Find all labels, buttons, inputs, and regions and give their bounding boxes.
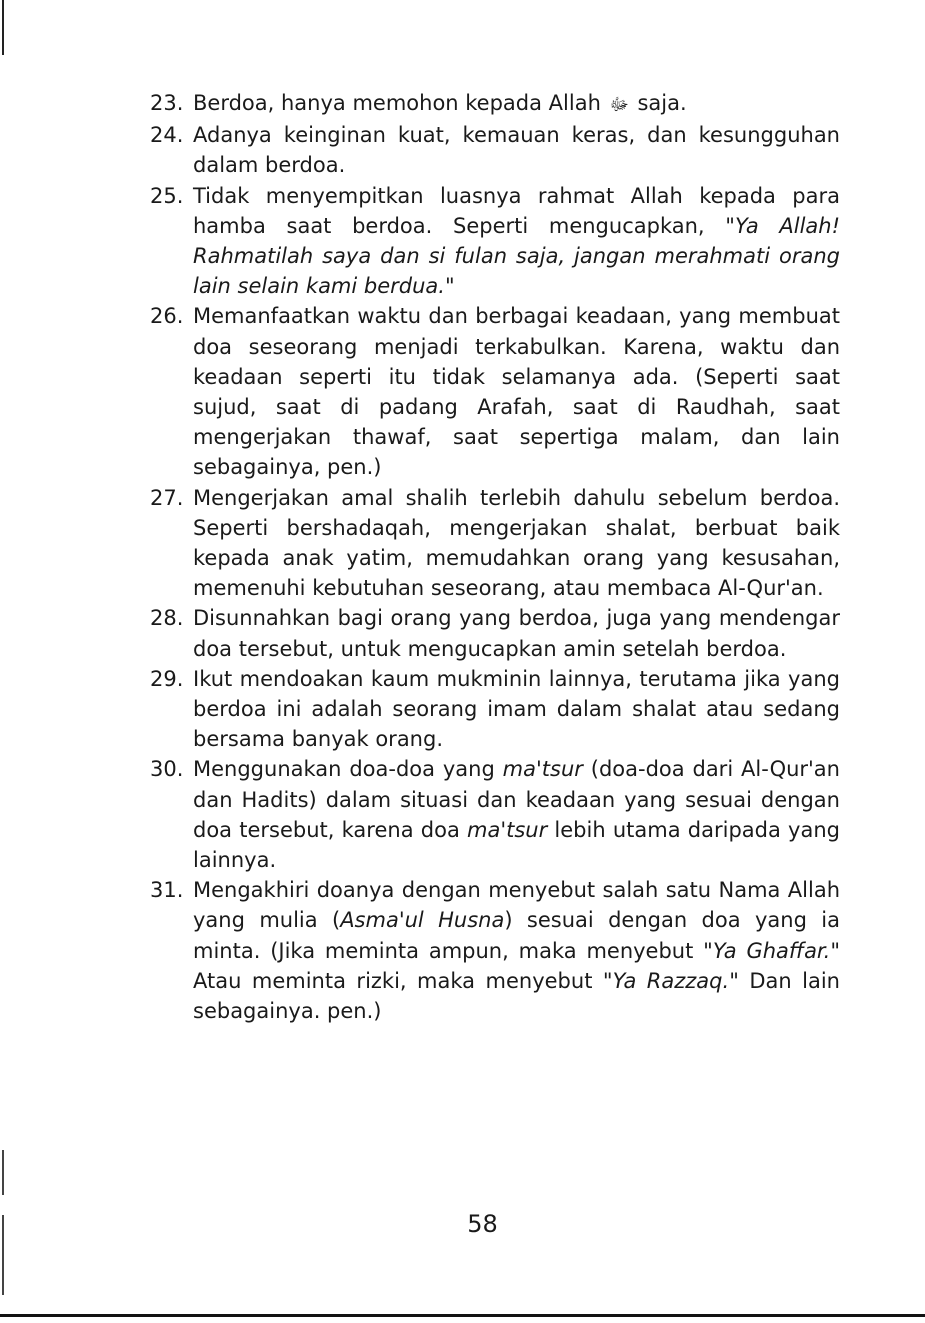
item-text: Mengakhiri doanya dengan menyebut salah satu Nama Allah yang mulia (Asma'ul Husna) sesuai dengan doa yang ia minta. (Jika meminta ampun, maka menyebut "Ya Ghaffar." Atau meminta rizki, maka menyebut "Ya Razzaq." Dan lain sebagainya. pen.) (193, 878, 840, 1024)
item-text: Berdoa, hanya memohon kepada Allah ﷻ saja. (193, 88, 840, 120)
page-number: 58 (467, 1210, 498, 1238)
honorific-glyph: ﷻ (609, 95, 629, 115)
item-number: 31. (150, 878, 184, 903)
list-item (150, 88, 840, 120)
item-number: 26. (150, 304, 184, 329)
item-text: Menggunakan doa-doa yang ma'tsur (doa-doa dari Al-Qur'an dan Hadits) dalam situasi dan keadaan yang sesuai dengan doa tersebut, karena doa ma'tsur lebih utama daripada yang lainnya. (193, 757, 840, 873)
list-item (150, 603, 840, 663)
item-text: Tidak menyempitkan luasnya rahmat Allah kepada para hamba saat berdoa. Seperti mengucapkan, "Ya Allah! Rahmatilah saya dan si fulan saja, jangan merahmati orang lain selain kami berdua." (193, 183, 841, 299)
list-item (150, 301, 840, 482)
item-text: Mengerjakan amal shalih terlebih dahulu sebelum berdoa. Seperti bershadaqah, mengerjakan shalat, berbuat baik kepada anak yatim, memudahkan orang yang kesusahan, memenuhi kebutuhan seseorang, atau membaca Al-Qur'an. (193, 485, 840, 601)
list-item (150, 754, 840, 875)
item-text: Adanya keinginan kuat, kemauan keras, dan kesungguhan dalam berdoa. (193, 123, 840, 178)
list-item (150, 181, 840, 302)
item-number: 28. (150, 606, 184, 631)
scan-edge-mark (2, 0, 4, 55)
list-item (150, 483, 840, 604)
adab-doa-list (150, 88, 840, 1026)
list-item (150, 875, 840, 1026)
item-text: Memanfaatkan waktu dan berbagai keadaan, yang membuat doa seseorang menjadi terkabulkan. Karena, waktu dan keadaan seperti itu tidak selamanya ada. (Seperti saat sujud, saat di padang Arafah, saat di Raudhah, saat mengerjakan thawaf, saat sepertiga malam, dan lain sebagainya, pen.) (193, 304, 840, 480)
scan-bottom-edge (0, 1314, 925, 1317)
item-number: 29. (150, 666, 184, 691)
item-number: 30. (150, 757, 184, 782)
item-number: 23. (150, 91, 184, 115)
item-text: Disunnahkan bagi orang yang berdoa, juga yang mendengar doa tersebut, untuk mengucapkan amin setelah berdoa. (193, 606, 840, 661)
item-number: 24. (150, 123, 184, 148)
scan-edge-mark (2, 1150, 4, 1195)
list-item (150, 120, 840, 180)
list-item (150, 664, 840, 755)
item-text: Ikut mendoakan kaum mukminin lainnya, terutama jika yang berdoa ini adalah seorang imam dalam shalat atau sedang bersama banyak orang. (193, 666, 840, 752)
item-number: 27. (150, 485, 184, 510)
item-number: 25. (150, 183, 184, 208)
